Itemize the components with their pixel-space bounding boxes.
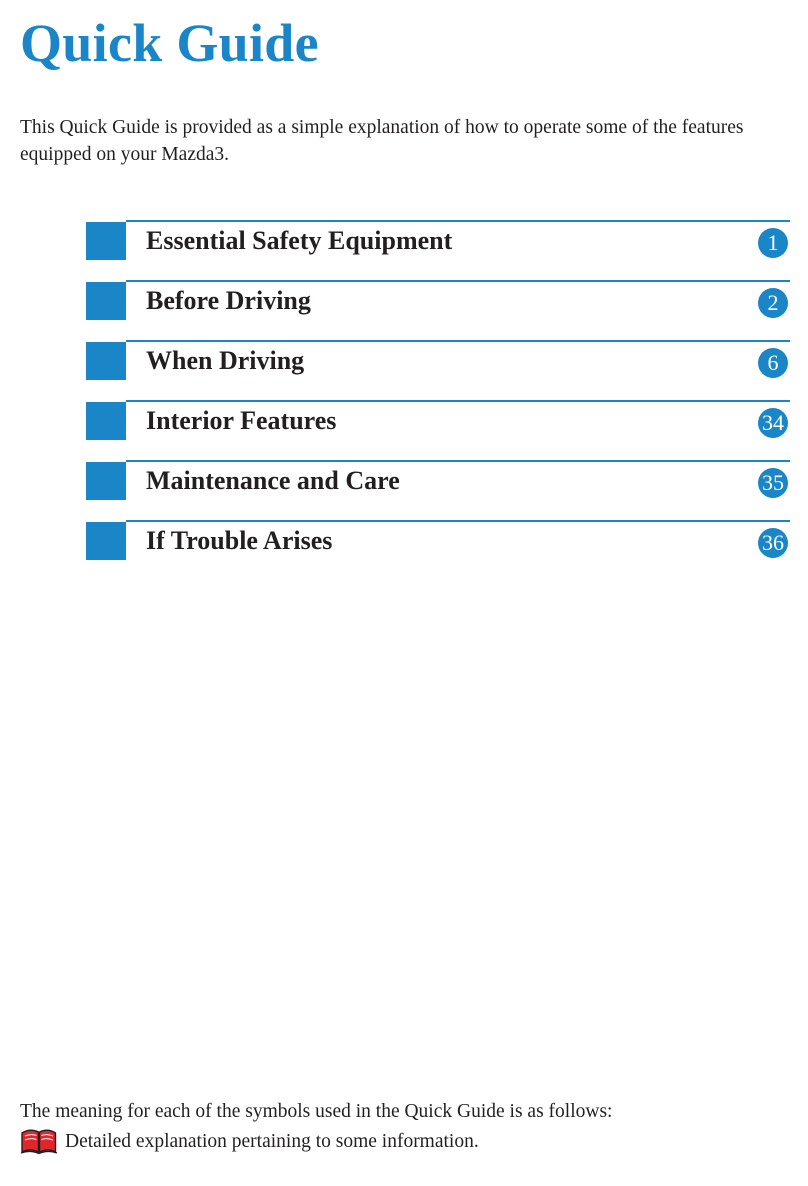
toc-marker: [86, 222, 126, 260]
toc-item-label: Maintenance and Care: [146, 466, 400, 495]
symbols-legend-text: Detailed explanation pertaining to some information.: [65, 1130, 479, 1152]
toc-item-interior-features[interactable]: [86, 398, 790, 458]
page-title: Quick Guide: [20, 13, 319, 73]
toc-item-before-driving[interactable]: [86, 278, 790, 338]
toc-item-label: If Trouble Arises: [146, 526, 333, 555]
toc-page-badge: 36: [758, 528, 788, 558]
symbols-legend-intro: The meaning for each of the symbols used in the Quick Guide is as follows:: [20, 1101, 613, 1122]
toc-divider: [126, 400, 790, 402]
toc-item-label: Essential Safety Equipment: [146, 226, 453, 255]
toc-marker: [86, 522, 126, 560]
toc-page-badge: 35: [758, 468, 788, 498]
toc-divider: [126, 280, 790, 282]
toc-marker: [86, 402, 126, 440]
symbols-legend-item: [20, 1126, 479, 1156]
toc-page-badge: 34: [758, 408, 788, 438]
toc-page-badge: 6: [758, 348, 788, 378]
book-icon: [20, 1127, 58, 1155]
toc-marker: [86, 282, 126, 320]
toc-divider: [126, 220, 790, 222]
toc-item-essential-safety-equipment[interactable]: [86, 218, 790, 278]
table-of-contents: [86, 218, 790, 578]
toc-page-badge: 2: [758, 288, 788, 318]
intro-text: This Quick Guide is provided as a simple explanation of how to operate some of the features equipped on your Mazda3.: [20, 117, 744, 165]
toc-marker: [86, 462, 126, 500]
toc-item-label: Before Driving: [146, 286, 311, 315]
toc-divider: [126, 340, 790, 342]
toc-item-label: Interior Features: [146, 406, 337, 435]
toc-divider: [126, 460, 790, 462]
toc-item-when-driving[interactable]: [86, 338, 790, 398]
toc-page-badge: 1: [758, 228, 788, 258]
toc-divider: [126, 520, 790, 522]
toc-item-maintenance-and-care[interactable]: [86, 458, 790, 518]
toc-item-label: When Driving: [146, 346, 305, 375]
toc-item-if-trouble-arises[interactable]: [86, 518, 790, 578]
toc-marker: [86, 342, 126, 380]
